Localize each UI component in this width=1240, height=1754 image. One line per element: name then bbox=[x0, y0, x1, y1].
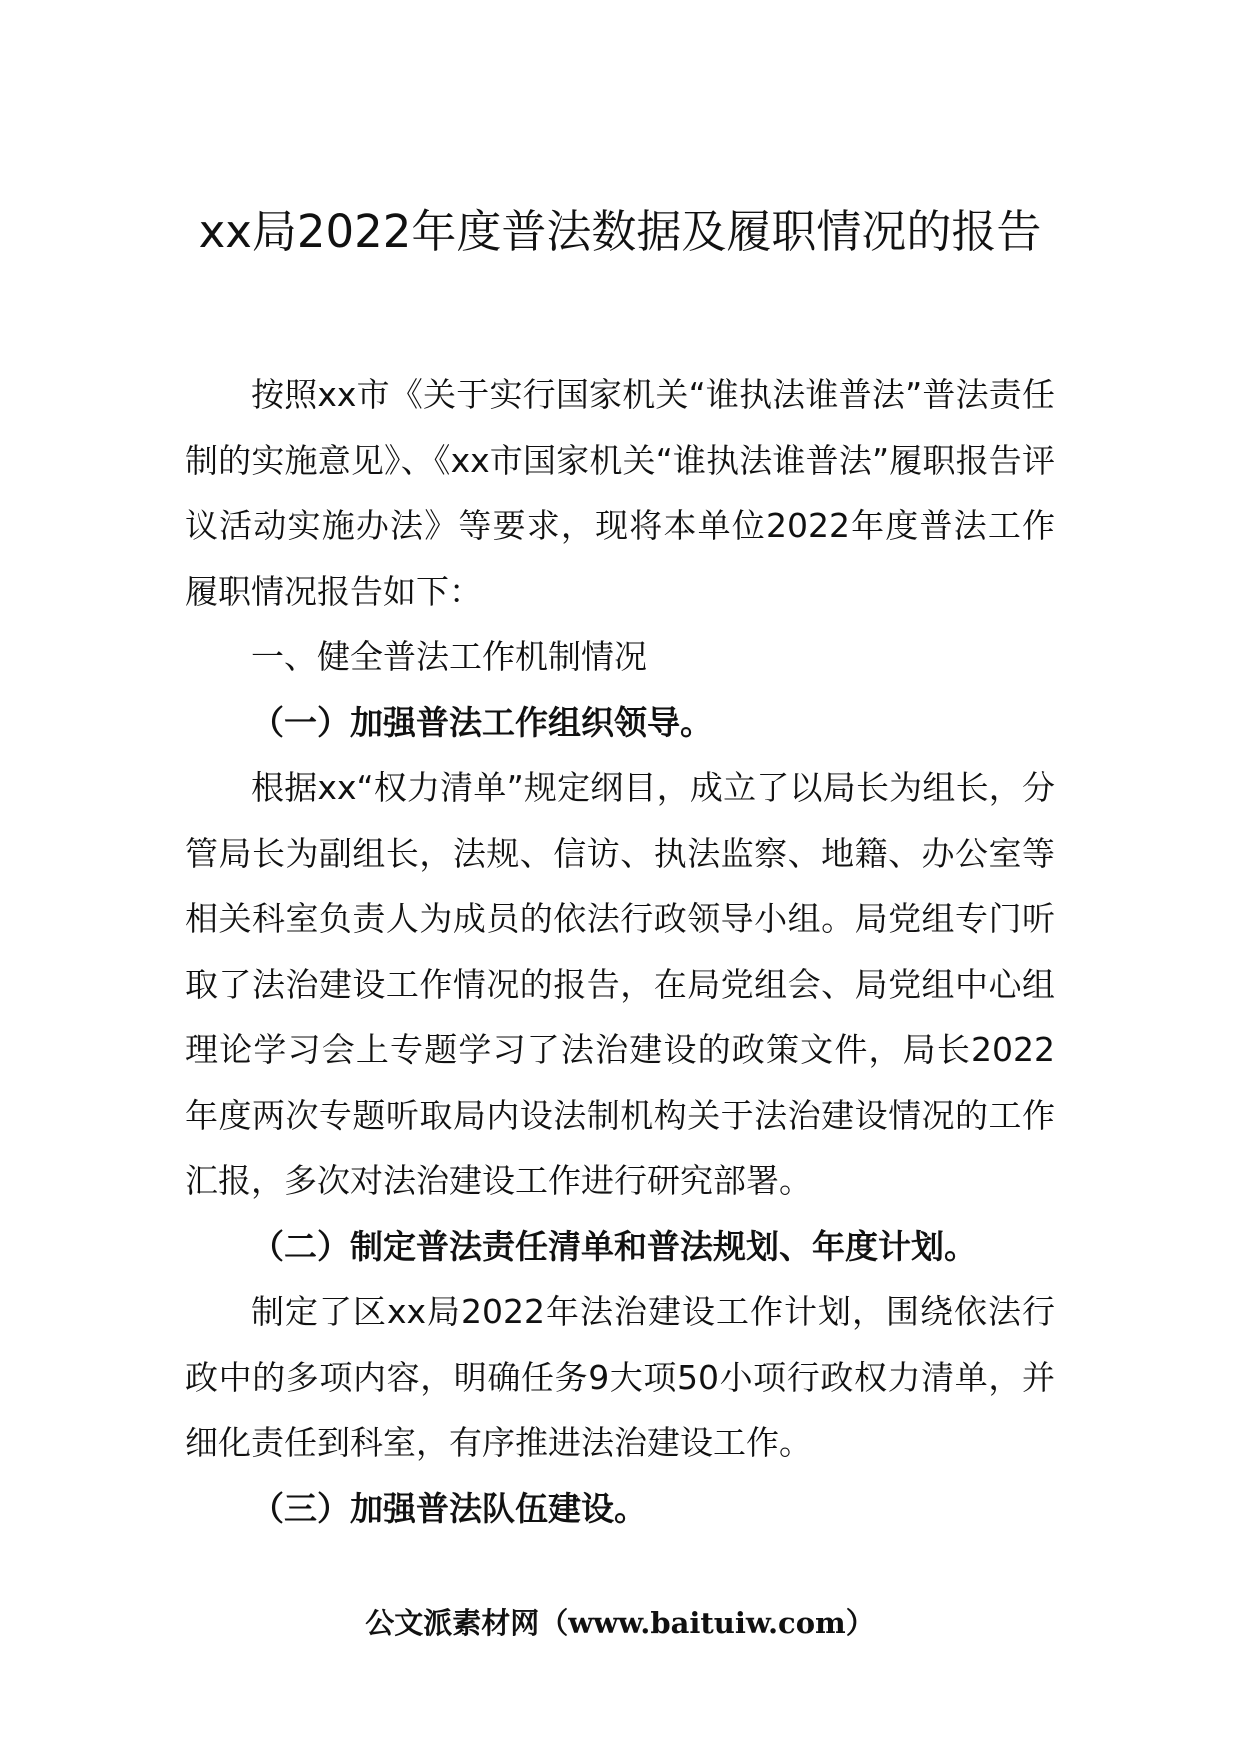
section-heading-1: 一、健全普法工作机制情况 bbox=[251, 637, 647, 676]
body-paragraph-2: 制定了区xx局2022年法治建设工作计划，围绕依法行政中的多项内容，明确任务9大项50小项行政权力清单，并细化责任到科室，有序推进法治建设工作。 bbox=[185, 1292, 1055, 1462]
subsection-heading-2: （二）制定普法责任清单和普法规划、年度计划。 bbox=[251, 1226, 977, 1266]
subsection-heading-3: （三）加强普法队伍建设。 bbox=[251, 1488, 647, 1528]
intro-paragraph: 按照xx市《关于实行国家机关“谁执法谁普法”普法责任制的实施意见》、《xx市国家机关“谁执法谁普法”履职报告评议活动实施办法》等要求，现将本单位2022年度普法工作履职情况报告如下： bbox=[185, 375, 1055, 611]
document-body bbox=[185, 362, 1055, 1541]
document-title: xx局2022年度普法数据及履职情况的报告 bbox=[198, 205, 1042, 258]
subsection-heading-1: （一）加强普法工作组织领导。 bbox=[251, 702, 713, 742]
watermark-footer: 公文派素材网（www.baituiw.com） bbox=[365, 1606, 875, 1640]
body-paragraph-1: 根据xx“权力清单”规定纲目，成立了以局长为组长，分管局长为副组长，法规、信访、执法监察、地籍、办公室等相关科室负责人为成员的依法行政领导小组。局党组专门听取了法治建设工作情况的报告，在局党组会、局党组中心组理论学习会上专题学习了法治建设的政策文件，局长2022年度两次专题听取局内设法制机构关于法治建设情况的工作汇报，多次对法治建设工作进行研究部署。 bbox=[185, 768, 1055, 1200]
